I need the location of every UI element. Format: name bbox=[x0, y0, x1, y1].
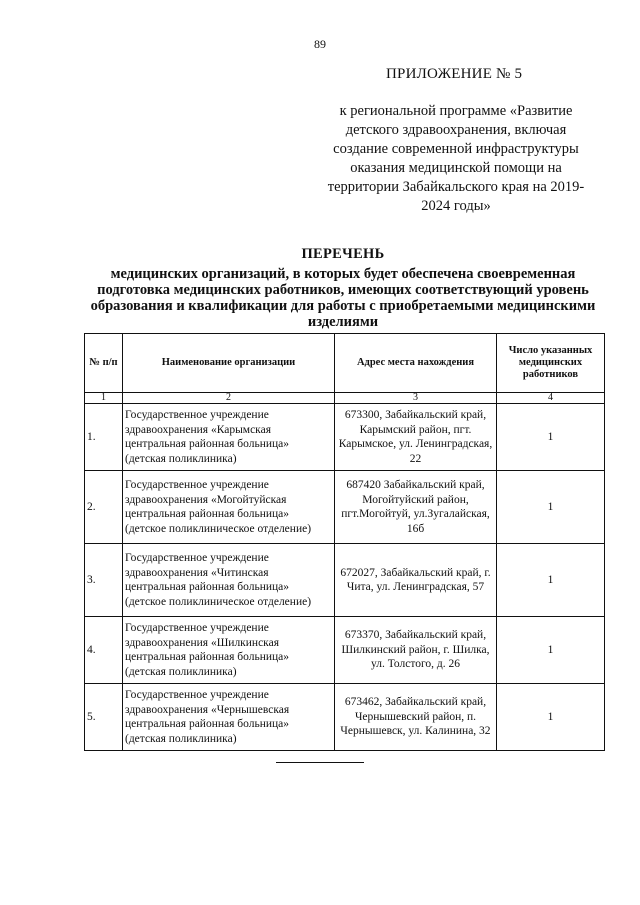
list-heading: ПЕРЕЧЕНЬ bbox=[301, 246, 385, 262]
organization-address: 673370, Забайкальский край, Шилкинский район, г. Шилка, ул. Толстого, д. 26 bbox=[335, 617, 497, 684]
table-row bbox=[85, 404, 605, 471]
footer-divider bbox=[276, 762, 364, 763]
table-row bbox=[85, 684, 605, 751]
table-row bbox=[85, 617, 605, 684]
header-count: Число указанных медицинских работников bbox=[497, 334, 605, 393]
header-num: № п/п bbox=[85, 334, 123, 393]
worker-count: 1 bbox=[497, 617, 605, 684]
worker-count: 1 bbox=[497, 544, 605, 617]
column-number: 2 bbox=[123, 393, 335, 404]
column-number: 1 bbox=[85, 393, 123, 404]
row-number: 2. bbox=[85, 471, 123, 544]
table-row bbox=[85, 544, 605, 617]
worker-count: 1 bbox=[497, 404, 605, 471]
header-name: Наименование организации bbox=[123, 334, 335, 393]
row-number: 3. bbox=[85, 544, 123, 617]
worker-count: 1 bbox=[497, 471, 605, 544]
list-subheading: медицинских организаций, в которых будет обеспечена своевременная подготовка медицинских работников, имеющих соответствующий уровень образования и квалификации для работы с приобретаемыми медицинскими изделиями bbox=[90, 266, 596, 330]
row-number: 4. bbox=[85, 617, 123, 684]
column-number: 3 bbox=[335, 393, 497, 404]
worker-count: 1 bbox=[497, 684, 605, 751]
organization-name: Государственное учреждение здравоохранения «Чернышевская центральная районная больница» (детская поликлиника) bbox=[123, 684, 335, 751]
page-number: 89 bbox=[314, 37, 326, 51]
organization-name: Государственное учреждение здравоохранения «Читинская центральная районная больница» (детское поликлиническое отделение) bbox=[123, 544, 335, 617]
organization-address: 673462, Забайкальский край, Чернышевский район, п. Чернышевск, ул. Калинина, 32 bbox=[335, 684, 497, 751]
organization-name: Государственное учреждение здравоохранения «Шилкинская центральная районная больница» (детская поликлиника) bbox=[123, 617, 335, 684]
organization-address: 687420 Забайкальский край, Могойтуйский район, пгт.Могойтуй, ул.Зугалайская, 16б bbox=[335, 471, 497, 544]
column-number-row bbox=[85, 393, 605, 404]
organization-name: Государственное учреждение здравоохранения «Карымская центральная районная больница» (детская поликлиника) bbox=[123, 404, 335, 471]
organization-address: 673300, Забайкальский край, Карымский район, пгт. Карымское, ул. Ленинградская, 22 bbox=[335, 404, 497, 471]
organizations-table bbox=[84, 333, 605, 751]
appendix-title: ПРИЛОЖЕНИЕ № 5 bbox=[386, 66, 523, 82]
header-address: Адрес места нахождения bbox=[335, 334, 497, 393]
column-number: 4 bbox=[497, 393, 605, 404]
table-row bbox=[85, 471, 605, 544]
organization-name: Государственное учреждение здравоохранения «Могойтуйская центральная районная больница» (детское поликлиническое отделение) bbox=[123, 471, 335, 544]
organization-address: 672027, Забайкальский край, г. Чита, ул. Ленинградская, 57 bbox=[335, 544, 497, 617]
row-number: 1. bbox=[85, 404, 123, 471]
row-number: 5. bbox=[85, 684, 123, 751]
appendix-subtitle: к региональной программе «Развитие детского здравоохранения, включая создание современной инфраструктуры оказания медицинской помощи на территории Забайкальского края на 2019-2024 годы» bbox=[327, 103, 585, 214]
table-header-row bbox=[85, 334, 605, 393]
